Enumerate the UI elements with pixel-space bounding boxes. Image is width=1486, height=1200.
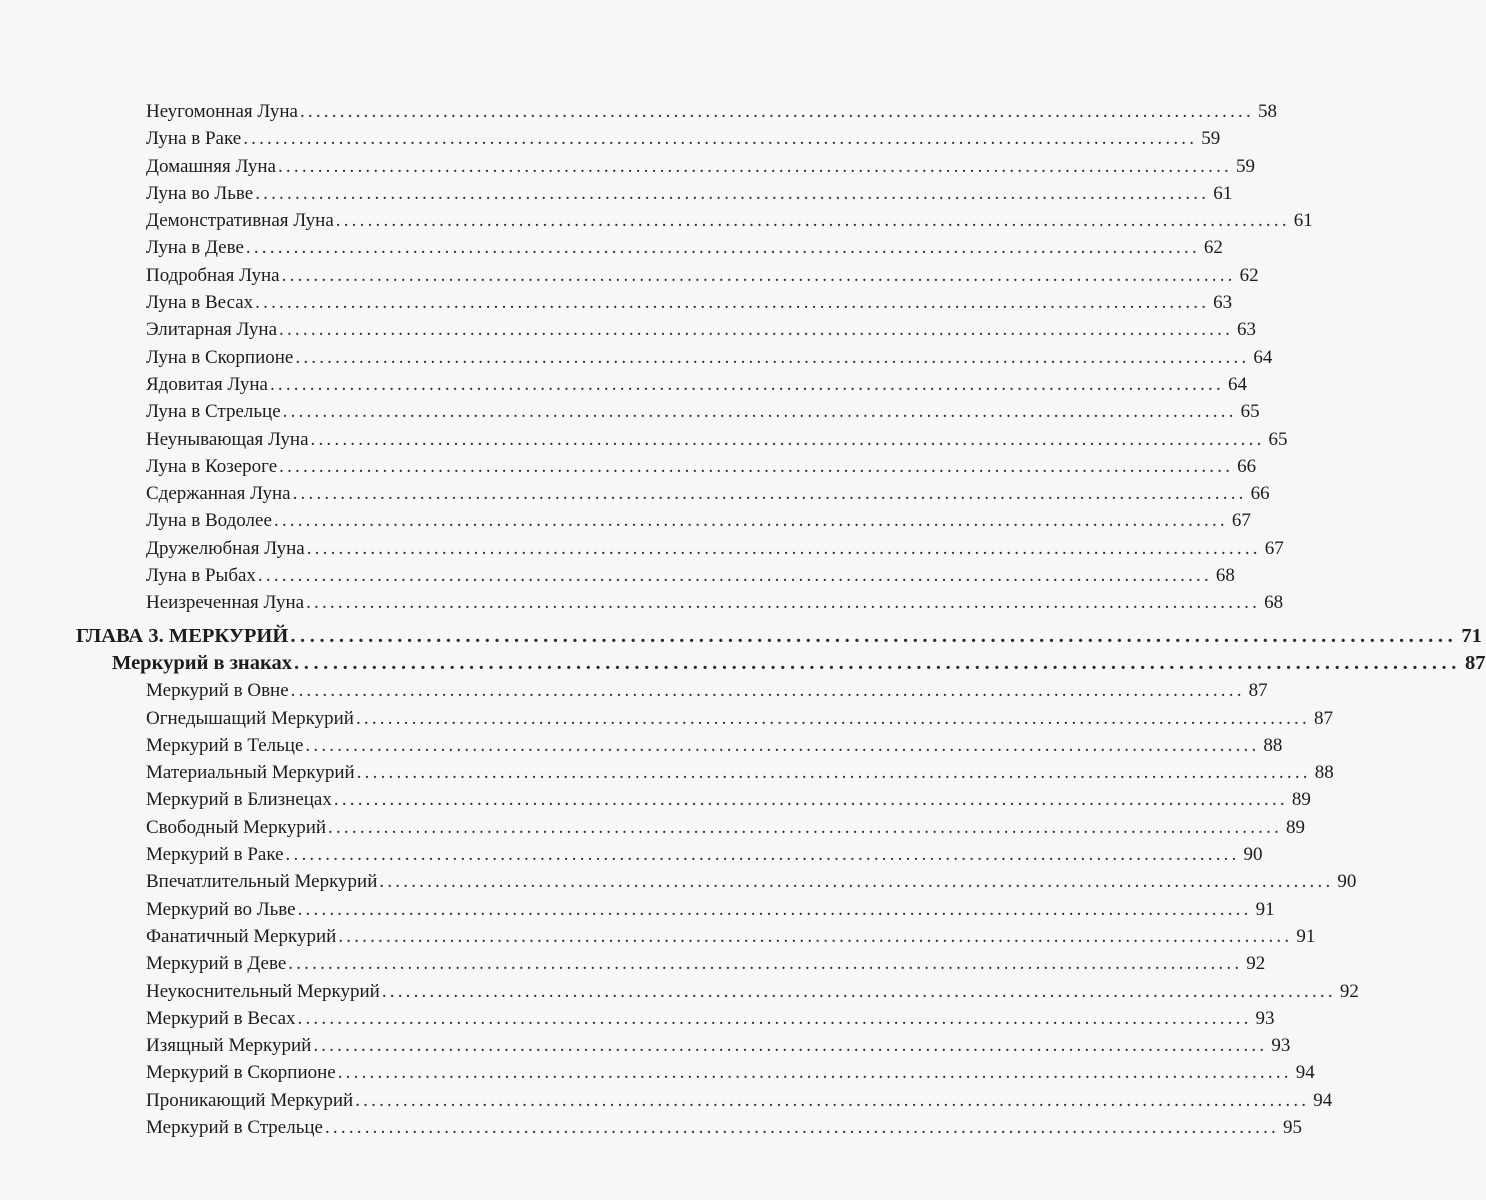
entry-page-number: 88 bbox=[1314, 762, 1334, 784]
entry-title: Впечатлительный Меркурий bbox=[146, 871, 378, 893]
dot-leader: ........................................................................................................................ bbox=[285, 844, 1240, 866]
toc-entry[interactable] bbox=[146, 1059, 1315, 1086]
toc-entry[interactable] bbox=[146, 978, 1359, 1005]
toc-chapter-entry[interactable] bbox=[76, 623, 1482, 650]
dot-leader: ........................................................................................................................ bbox=[381, 980, 1336, 1002]
dot-leader: ........................................................................................................................ bbox=[243, 128, 1198, 150]
dot-leader: ........................................................................................................................ bbox=[255, 292, 1210, 314]
toc-section-entry[interactable] bbox=[112, 650, 1486, 677]
dot-leader: ........................................................................................................................ bbox=[337, 1062, 1292, 1084]
entry-title: Элитарная Луна bbox=[146, 319, 278, 341]
entry-title: Меркурий в Весах bbox=[146, 1007, 296, 1029]
entry-title: Изящный Меркурий bbox=[146, 1035, 312, 1057]
dot-leader: ........................................................................................................................ bbox=[279, 455, 1234, 477]
entry-title: Меркурий во Льве bbox=[146, 898, 296, 920]
dot-leader: ........................................................................................................................ bbox=[281, 264, 1236, 286]
entry-page-number: 68 bbox=[1215, 565, 1235, 587]
toc-entry[interactable] bbox=[146, 562, 1235, 589]
toc-entry[interactable] bbox=[146, 814, 1306, 841]
entry-title: Луна в Стрельце bbox=[146, 401, 281, 423]
entry-title: Ядовитая Луна bbox=[146, 373, 268, 395]
dot-leader: ........................................................................................................................ bbox=[282, 401, 1237, 423]
entry-page-number: 65 bbox=[1240, 401, 1260, 423]
entry-title: Огнедышащий Меркурий bbox=[146, 707, 354, 729]
entry-page-number: 91 bbox=[1255, 898, 1275, 920]
toc-entry[interactable] bbox=[146, 153, 1255, 180]
entry-page-number: 94 bbox=[1313, 1089, 1333, 1111]
table-of-contents bbox=[0, 98, 1486, 1141]
entry-title: Луна в Водолее bbox=[146, 510, 272, 532]
dot-leader: ........................................................................................................................ bbox=[295, 346, 1250, 368]
toc-entry[interactable] bbox=[146, 535, 1284, 562]
toc-entry[interactable] bbox=[146, 732, 1283, 759]
toc-entry[interactable] bbox=[146, 1032, 1291, 1059]
dot-leader: ........................................................................................................................ bbox=[355, 1089, 1310, 1111]
entry-title: Луна в Деве bbox=[146, 237, 244, 259]
entry-page-number: 67 bbox=[1264, 537, 1284, 559]
toc-entry[interactable] bbox=[146, 453, 1257, 480]
toc-entry[interactable] bbox=[146, 759, 1334, 786]
toc-entry[interactable] bbox=[146, 868, 1357, 895]
entry-page-number: 87 bbox=[1313, 707, 1333, 729]
entry-page-number: 92 bbox=[1339, 980, 1359, 1002]
dot-leader: ........................................................................................................................ bbox=[290, 624, 1458, 647]
dot-leader: ........................................................................................................................ bbox=[355, 707, 1310, 729]
entry-page-number: 90 bbox=[1243, 844, 1263, 866]
dot-leader: ........................................................................................................................ bbox=[245, 237, 1200, 259]
entry-page-number: 61 bbox=[1213, 182, 1233, 204]
mercury-entries bbox=[0, 677, 1359, 1141]
toc-entry[interactable] bbox=[146, 589, 1284, 616]
entry-page-number: 67 bbox=[1231, 510, 1251, 532]
entry-title: Материальный Меркурий bbox=[146, 762, 355, 784]
dot-leader: ........................................................................................................................ bbox=[356, 762, 1311, 784]
toc-entry[interactable] bbox=[146, 98, 1277, 125]
entry-page-number: 59 bbox=[1235, 155, 1255, 177]
entry-title: Подробная Луна bbox=[146, 264, 280, 286]
toc-entry[interactable] bbox=[146, 896, 1275, 923]
entry-page-number: 89 bbox=[1291, 789, 1311, 811]
dot-leader: ........................................................................................................................ bbox=[292, 483, 1247, 505]
moon-entries bbox=[0, 98, 1313, 617]
entry-title: Луна во Льве bbox=[146, 182, 254, 204]
dot-leader: ........................................................................................................................ bbox=[313, 1035, 1268, 1057]
entry-page-number: 58 bbox=[1257, 101, 1277, 122]
dot-leader: ........................................................................................................................ bbox=[305, 734, 1260, 756]
dot-leader: ........................................................................................................................ bbox=[290, 680, 1245, 702]
entry-title: Меркурий в Скорпионе bbox=[146, 1062, 336, 1084]
dot-leader: ........................................................................................................................ bbox=[279, 319, 1234, 341]
dot-leader: ........................................................................................................................ bbox=[277, 155, 1232, 177]
toc-entry[interactable] bbox=[146, 950, 1266, 977]
entry-title: Неунывающая Луна bbox=[146, 428, 309, 450]
entry-page-number: 61 bbox=[1293, 210, 1313, 232]
toc-entry[interactable] bbox=[146, 344, 1273, 371]
entry-page-number: 59 bbox=[1201, 128, 1221, 150]
entry-title: Дружелюбная Луна bbox=[146, 537, 305, 559]
entry-page-number: 90 bbox=[1337, 871, 1357, 893]
entry-title: Свободный Меркурий bbox=[146, 816, 327, 838]
entry-page-number: 89 bbox=[1286, 816, 1306, 838]
entry-page-number: 65 bbox=[1268, 428, 1288, 450]
dot-leader: ........................................................................................................................ bbox=[306, 592, 1261, 614]
entry-page-number: 91 bbox=[1296, 925, 1316, 947]
toc-entry[interactable] bbox=[146, 923, 1316, 950]
dot-leader: ........................................................................................................................ bbox=[269, 373, 1224, 395]
entry-title: Меркурий в Тельце bbox=[146, 734, 304, 756]
entry-page-number: 68 bbox=[1264, 592, 1284, 614]
entry-title: Меркурий в Близнецах bbox=[146, 789, 332, 811]
toc-entry[interactable] bbox=[146, 180, 1233, 207]
entry-page-number: 93 bbox=[1271, 1035, 1291, 1057]
entry-title: Меркурий в Овне bbox=[146, 680, 289, 702]
dot-leader: ........................................................................................................................ bbox=[379, 871, 1334, 893]
entry-title: Луна в Рыбах bbox=[146, 565, 256, 587]
entry-page-number: 64 bbox=[1227, 373, 1247, 395]
entry-title: Меркурий в Деве bbox=[146, 953, 287, 975]
entry-title: Луна в Скорпионе bbox=[146, 346, 294, 368]
toc-entry[interactable] bbox=[146, 262, 1259, 289]
entry-page-number: 62 bbox=[1203, 237, 1223, 259]
toc-entry[interactable] bbox=[146, 207, 1313, 234]
entry-title: Неукоснительный Меркурий bbox=[146, 980, 380, 1002]
entry-page-number: 94 bbox=[1295, 1062, 1315, 1084]
dot-leader: ........................................................................................................................ bbox=[257, 565, 1212, 587]
entry-title: Луна в Козероге bbox=[146, 455, 278, 477]
section-title: Меркурий в знаках bbox=[112, 651, 292, 674]
dot-leader: ........................................................................................................................ bbox=[328, 816, 1283, 838]
entry-title: Фанатичный Меркурий bbox=[146, 925, 337, 947]
toc-entry[interactable] bbox=[146, 480, 1270, 507]
entry-title: Демонстративная Луна bbox=[146, 210, 334, 232]
toc-entry[interactable] bbox=[146, 426, 1288, 453]
entry-page-number: 88 bbox=[1263, 734, 1283, 756]
section-page-number: 87 bbox=[1465, 651, 1486, 674]
entry-page-number: 66 bbox=[1237, 455, 1257, 477]
dot-leader: ........................................................................................................................ bbox=[294, 651, 1461, 674]
entry-title: Неизреченная Луна bbox=[146, 592, 305, 614]
chapter-title: ГЛАВА 3. МЕРКУРИЙ bbox=[76, 624, 289, 647]
entry-page-number: 62 bbox=[1239, 264, 1259, 286]
toc-entry[interactable] bbox=[146, 507, 1251, 534]
entry-title: Неугомонная Луна bbox=[146, 101, 298, 122]
dot-leader: ........................................................................................................................ bbox=[273, 510, 1228, 532]
dot-leader: ........................................................................................................................ bbox=[324, 1116, 1279, 1138]
toc-entry[interactable] bbox=[146, 1114, 1302, 1141]
dot-leader: ........................................................................................................................ bbox=[297, 1007, 1252, 1029]
entry-title: Домашняя Луна bbox=[146, 155, 276, 177]
dot-leader: ........................................................................................................................ bbox=[338, 925, 1293, 947]
dot-leader: ........................................................................................................................ bbox=[299, 101, 1254, 122]
entry-title: Меркурий в Раке bbox=[146, 844, 284, 866]
entry-page-number: 93 bbox=[1255, 1007, 1275, 1029]
chapter-page-number: 71 bbox=[1461, 624, 1482, 647]
dot-leader: ........................................................................................................................ bbox=[335, 210, 1290, 232]
toc-entry[interactable] bbox=[146, 398, 1260, 425]
entry-page-number: 63 bbox=[1213, 292, 1233, 314]
toc-entry[interactable] bbox=[146, 1087, 1333, 1114]
toc-entry[interactable] bbox=[146, 677, 1268, 704]
entry-page-number: 92 bbox=[1246, 953, 1266, 975]
dot-leader: ........................................................................................................................ bbox=[255, 182, 1210, 204]
dot-leader: ........................................................................................................................ bbox=[297, 898, 1252, 920]
dot-leader: ........................................................................................................................ bbox=[306, 537, 1261, 559]
entry-title: Луна в Весах bbox=[146, 292, 254, 314]
entry-page-number: 63 bbox=[1237, 319, 1257, 341]
entry-page-number: 95 bbox=[1282, 1116, 1302, 1138]
entry-title: Проникающий Меркурий bbox=[146, 1089, 354, 1111]
dot-leader: ........................................................................................................................ bbox=[333, 789, 1288, 811]
entry-title: Сдержанная Луна bbox=[146, 483, 291, 505]
dot-leader: ........................................................................................................................ bbox=[310, 428, 1265, 450]
dot-leader: ........................................................................................................................ bbox=[288, 953, 1243, 975]
toc-entry[interactable] bbox=[146, 371, 1247, 398]
toc-entry[interactable] bbox=[146, 125, 1221, 152]
entry-title: Луна в Раке bbox=[146, 128, 242, 150]
toc-entry[interactable] bbox=[146, 705, 1333, 732]
entry-page-number: 64 bbox=[1253, 346, 1273, 368]
entry-title: Меркурий в Стрельце bbox=[146, 1116, 323, 1138]
toc-entry[interactable] bbox=[146, 234, 1223, 261]
toc-entry[interactable] bbox=[146, 289, 1233, 316]
entry-page-number: 87 bbox=[1248, 680, 1268, 702]
toc-entry[interactable] bbox=[146, 316, 1257, 343]
toc-entry[interactable] bbox=[146, 841, 1263, 868]
toc-entry[interactable] bbox=[146, 786, 1311, 813]
toc-entry[interactable] bbox=[146, 1005, 1275, 1032]
entry-page-number: 66 bbox=[1250, 483, 1270, 505]
